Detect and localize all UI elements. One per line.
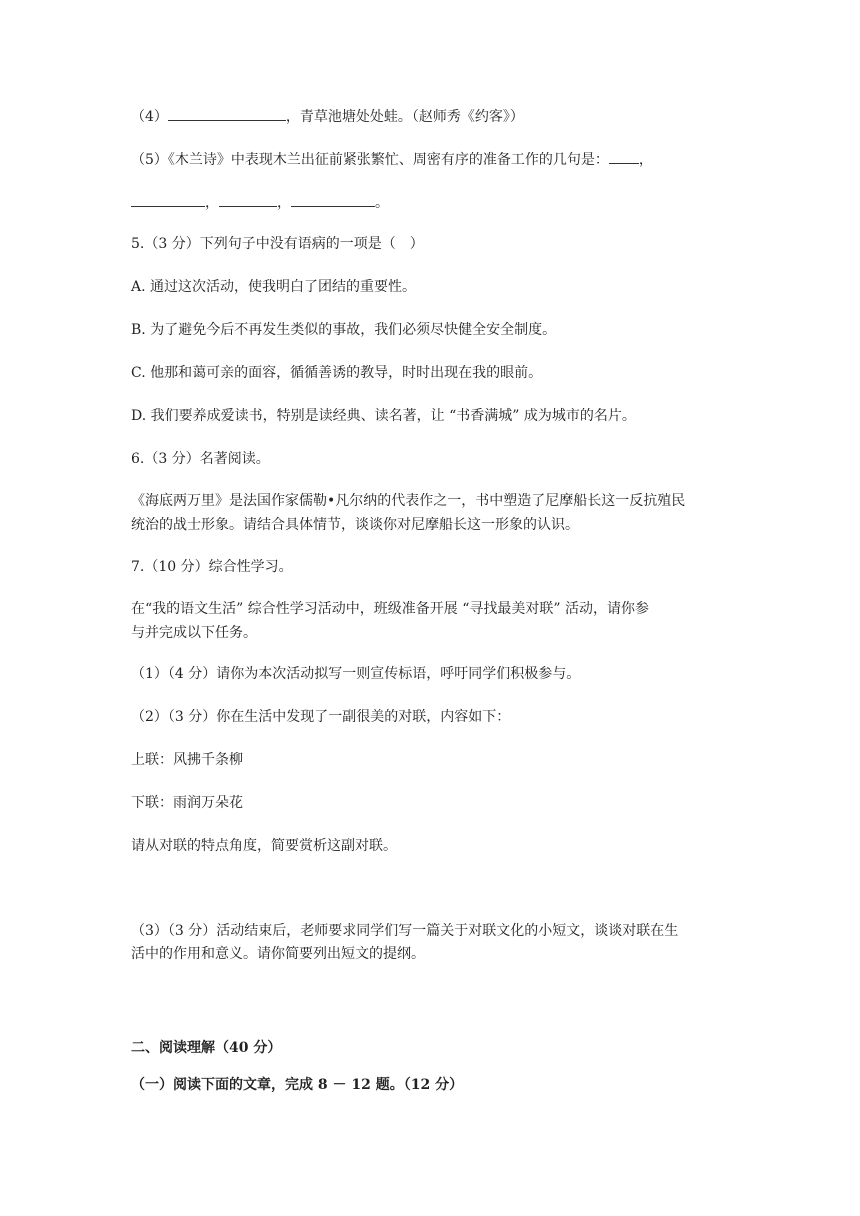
period: 。 [375,195,389,211]
comma: ， [205,195,219,211]
comma: ， [277,195,291,211]
answer-blank[interactable] [131,192,205,207]
option-b: B. 为了避免今后不再发生类似的事故，我们必须尽快健全安全制度。 [131,322,557,338]
question-6-text-line-2: 统治的战士形象。请结合具体情节，谈谈你对尼摩船长这一形象的认识。 [131,517,579,533]
question-7-sub-3-line-2: 活中的作用和意义。请你简要列出短文的提纲。 [131,946,425,962]
question-4-item-4 [131,106,524,127]
question-7-sub-2: （2）（3 分）你在生活中发现了一副很美的对联，内容如下： [131,709,511,725]
question-7-sub-1: （1）（4 分）请你为本次活动拟写一则宣传标语，呼吁同学们积极参与。 [131,666,581,682]
question-7-sub-2-prompt: 请从对联的特点角度，简要赏析这副对联。 [131,838,397,854]
option-a: A. 通过这次活动，使我明白了团结的重要性。 [131,279,417,295]
couplet-upper: 上联：风拂千条柳 [131,752,243,768]
question-5-stem: 5.（3 分）下列句子中没有语病的一项是（ ） [131,236,424,252]
question-6-stem: 6.（3 分）名著阅读。 [131,451,270,467]
item-text: （5）《木兰诗》中表现木兰出征前紧张繁忙、周密有序的准备工作的几句是： [131,152,609,168]
answer-blank[interactable] [609,149,639,164]
question-7-intro-line-2: 与并完成以下任务。 [131,625,257,641]
question-4-item-5 [131,149,653,170]
couplet-lower: 下联：雨润万朵花 [131,795,243,811]
question-7-sub-3-line-1: （3）（3 分）活动结束后，老师要求同学们写一篇关于对联文化的小短文，谈谈对联在生 [131,923,679,939]
answer-blank[interactable] [219,192,277,207]
question-6-text-line-1: 《海底两万里》是法国作家儒勒•凡尔纳的代表作之一，书中塑造了尼摩船长这一反抗殖民 [131,493,686,509]
question-7-stem: 7.（10 分）综合性学习。 [131,559,293,575]
comma: ， [638,152,653,168]
section-2-title: 二、阅读理解（40 分） [131,1040,282,1056]
answer-blank[interactable] [291,192,375,207]
question-4-item-5-blanks [131,192,389,213]
option-c: C. 他那和蔼可亲的面容，循循善诱的教导，时时出现在我的眼前。 [131,365,543,381]
answer-blank[interactable] [168,106,286,121]
item-number: （4） [131,109,168,125]
option-d: D. 我们要养成爱读书，特别是读经典、读名著，让 “书香满城” 成为城市的名片。 [131,408,636,424]
item-text: ，青草池塘处处蛙。（赵师秀《约客》） [285,109,524,125]
section-2-subtitle: （一）阅读下面的文章，完成 8 － 12 题。（12 分） [131,1077,464,1093]
question-7-intro-line-1: 在“我的语文生活” 综合性学习活动中，班级准备开展 “寻找最美对联” 活动，请你参 [131,601,649,617]
